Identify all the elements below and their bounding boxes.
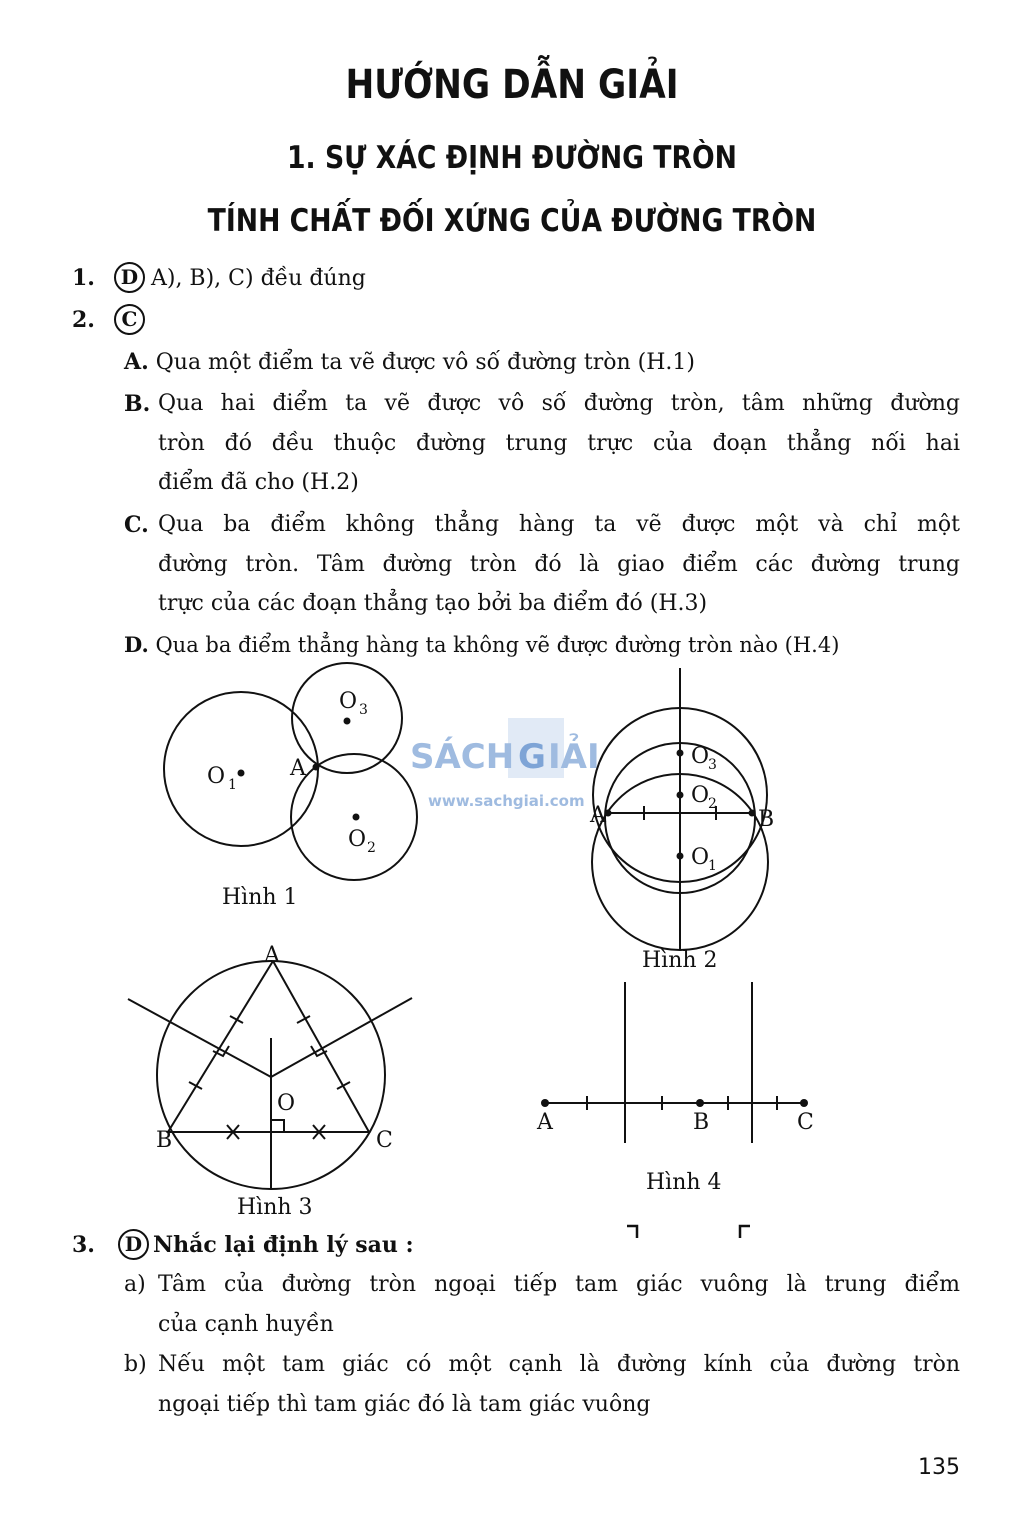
label-o3-sub: 3 xyxy=(708,757,717,773)
answer-circle: C xyxy=(114,304,145,335)
label-o1: O xyxy=(691,845,710,870)
item-a-line-2: của cạnh huyền xyxy=(158,1312,334,1337)
item-b-line-2: ngoại tiếp thì tam giác đó là tam giác vuông xyxy=(158,1392,651,1417)
watermark-url: www.sachgiai.com xyxy=(428,792,585,810)
main-title: HƯỚNG DẪN GIẢI xyxy=(345,62,679,108)
question-number: 1. xyxy=(72,265,95,291)
label-b: B xyxy=(693,1110,710,1135)
label-o3: O xyxy=(339,689,358,714)
page-number: 135 xyxy=(918,1455,960,1480)
label-o1-sub: 1 xyxy=(228,777,237,793)
option-label: A. xyxy=(124,349,149,375)
bisector-ac xyxy=(271,998,412,1077)
question-3 xyxy=(72,1225,414,1266)
figure-4-caption: Hình 4 xyxy=(646,1170,722,1195)
watermark xyxy=(410,718,600,810)
section-subtitle: TÍNH CHẤT ĐỐI XỨNG CỦA ĐƯỜNG TRÒN xyxy=(207,203,817,239)
option-label: B. xyxy=(124,391,151,417)
option-label: D. xyxy=(124,632,149,657)
question-heading: Nhắc lại định lý sau : xyxy=(152,1232,414,1258)
label-a: A xyxy=(264,943,280,968)
label-b: B xyxy=(758,807,775,832)
label-o3: O xyxy=(691,744,710,769)
watermark-brand-right: IẢI xyxy=(548,737,600,777)
label-o1: O xyxy=(207,764,226,789)
figure-1-caption: Hình 1 xyxy=(222,885,298,910)
label-a: A xyxy=(290,756,306,781)
watermark-brand-g: G xyxy=(518,737,546,777)
label-o2: O xyxy=(348,827,367,852)
question-number: 3. xyxy=(72,1232,95,1258)
figure-3 xyxy=(128,961,412,1189)
item-b-line-1: Nếu một tam giác có một cạnh là đường kính của đường tròn xyxy=(158,1352,960,1377)
label-o2: O xyxy=(691,783,710,808)
label-b: B xyxy=(156,1128,173,1153)
label-o1-sub: 1 xyxy=(708,858,717,874)
option-b-line-1: Qua hai điểm ta vẽ được vô số đường tròn, tâm những đường xyxy=(158,391,960,416)
figure-4 xyxy=(545,982,804,1143)
label-c: C xyxy=(797,1110,814,1135)
answer-circle: D xyxy=(114,262,145,293)
answer-text: A), B), C) đều đúng xyxy=(150,266,366,291)
label-o: O xyxy=(277,1091,296,1116)
label-o2-sub: 2 xyxy=(708,796,717,812)
label-o2-sub: 2 xyxy=(367,840,376,856)
item-a-line-1: Tâm của đường tròn ngoại tiếp tam giác vuông là trung điểm xyxy=(158,1272,960,1297)
label-a: A xyxy=(537,1110,553,1135)
option-text: Qua một điểm ta vẽ được vô số đường tròn (H.1) xyxy=(155,350,695,375)
answer-circle: D xyxy=(118,1229,149,1260)
option-label: C. xyxy=(124,512,149,538)
label-c: C xyxy=(376,1128,393,1153)
watermark-brand: SÁCH xyxy=(410,737,515,777)
item-a-label: a) xyxy=(124,1272,146,1297)
option-c-line-1: Qua ba điểm không thẳng hàng ta vẽ được một và chỉ một xyxy=(158,512,960,537)
bisector-ab xyxy=(128,999,271,1077)
figure-3-caption: Hình 3 xyxy=(237,1195,313,1220)
question-number: 2. xyxy=(72,307,95,333)
item-b-label: b) xyxy=(124,1352,147,1377)
figure-2-caption: Hình 2 xyxy=(642,948,718,973)
label-o3-sub: 3 xyxy=(359,702,368,718)
option-text: Qua ba điểm thẳng hàng ta không vẽ được đường tròn nào (H.4) xyxy=(155,633,840,657)
label-a: A xyxy=(590,803,606,828)
figure-2 xyxy=(592,668,768,950)
option-b-line-3: điểm đã cho (H.2) xyxy=(158,470,359,495)
option-c-line-3: trực của các đoạn thẳng tạo bởi ba điểm đó (H.3) xyxy=(158,591,708,616)
option-b-line-2: tròn đó đều thuộc đường trung trực của đoạn thẳng nối hai xyxy=(158,431,960,456)
option-c-line-2: đường tròn. Tâm đường tròn đó là giao điểm các đường trung xyxy=(158,552,960,577)
section-title: 1. SỰ XÁC ĐỊNH ĐƯỜNG TRÒN xyxy=(287,140,737,176)
